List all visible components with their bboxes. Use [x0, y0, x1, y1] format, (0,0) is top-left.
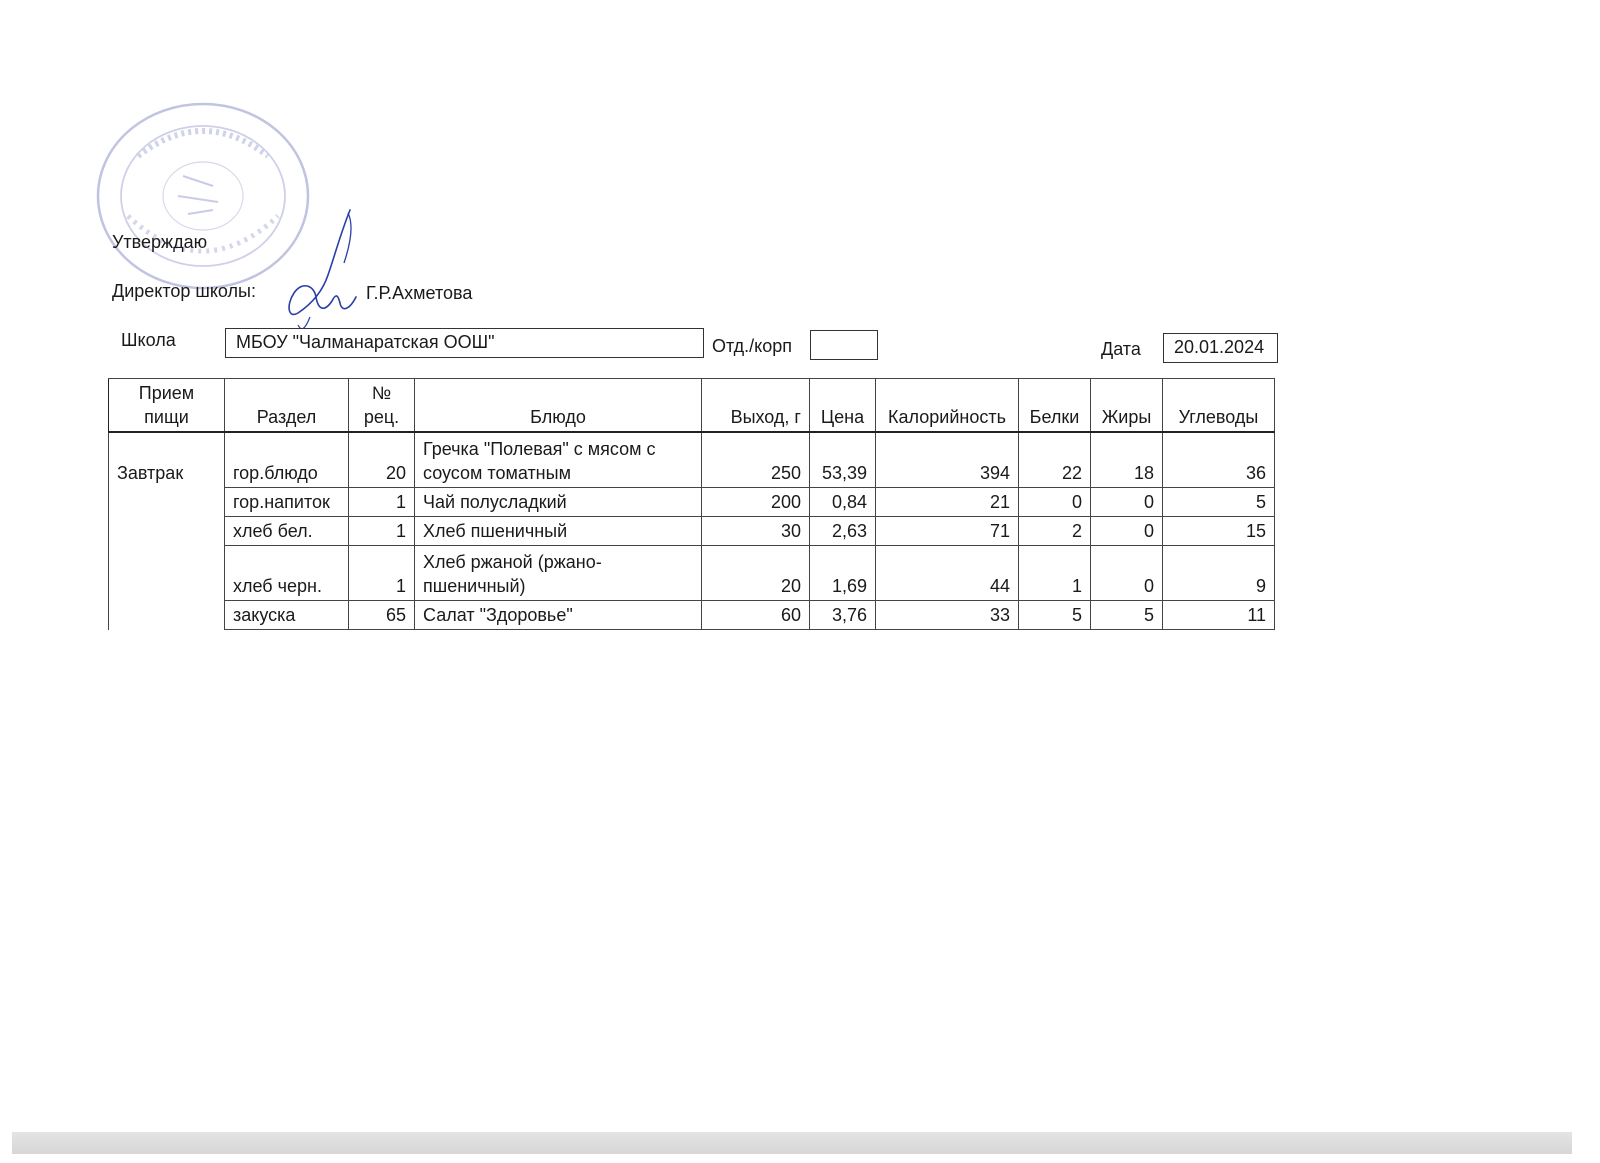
header-price: Цена: [810, 379, 876, 433]
section-cell: хлеб бел.: [225, 517, 349, 546]
carbs-cell: 5: [1163, 488, 1275, 517]
table-row: [109, 601, 1275, 630]
proteins-cell: 22: [1019, 432, 1091, 488]
table-row: [109, 517, 1275, 546]
dish-cell: Гречка "Полевая" с мясом с соусом томатным: [415, 432, 702, 488]
dish-cell: Салат "Здоровье": [415, 601, 702, 630]
dept-label: Отд./корп: [712, 336, 792, 356]
output-cell: 250: [702, 432, 810, 488]
dish-cell: Чай полусладкий: [415, 488, 702, 517]
fats-cell: 18: [1091, 432, 1163, 488]
header-dish: Блюдо: [415, 379, 702, 433]
header-meal: Прием пищи: [109, 379, 225, 433]
calories-cell: 394: [876, 432, 1019, 488]
calories-cell: 71: [876, 517, 1019, 546]
carbs-cell: 36: [1163, 432, 1275, 488]
output-cell: 60: [702, 601, 810, 630]
dept-field: [810, 330, 878, 360]
recipe-cell: 1: [349, 546, 415, 601]
director-name: Г.Р.Ахметова: [366, 283, 473, 303]
table-header-row: [109, 379, 1275, 433]
section-cell: хлеб черн.: [225, 546, 349, 601]
proteins-cell: 1: [1019, 546, 1091, 601]
carbs-cell: 15: [1163, 517, 1275, 546]
date-field: 20.01.2024: [1163, 333, 1278, 363]
scan-edge-strip: [12, 1132, 1572, 1154]
header-fats: Жиры: [1091, 379, 1163, 433]
calories-cell: 21: [876, 488, 1019, 517]
meal-name-cell: Завтрак: [109, 432, 225, 630]
price-cell: 2,63: [810, 517, 876, 546]
director-label: Директор школы:: [112, 281, 256, 301]
fats-cell: 0: [1091, 488, 1163, 517]
fats-cell: 5: [1091, 601, 1163, 630]
school-field: МБОУ "Чалманаратская ООШ": [225, 328, 704, 358]
output-cell: 200: [702, 488, 810, 517]
table-row: [109, 432, 1275, 488]
table-row: [109, 546, 1275, 601]
header-recipe: № рец.: [349, 379, 415, 433]
menu-table: [108, 378, 1275, 630]
school-label: Школа: [121, 330, 176, 350]
calories-cell: 33: [876, 601, 1019, 630]
recipe-cell: 1: [349, 488, 415, 517]
output-cell: 30: [702, 517, 810, 546]
header-carbs: Углеводы: [1163, 379, 1275, 433]
price-cell: 3,76: [810, 601, 876, 630]
price-cell: 53,39: [810, 432, 876, 488]
dish-cell: Хлеб пшеничный: [415, 517, 702, 546]
price-cell: 0,84: [810, 488, 876, 517]
recipe-cell: 20: [349, 432, 415, 488]
proteins-cell: 5: [1019, 601, 1091, 630]
output-cell: 20: [702, 546, 810, 601]
header-calories: Калорийность: [876, 379, 1019, 433]
calories-cell: 44: [876, 546, 1019, 601]
fats-cell: 0: [1091, 546, 1163, 601]
fats-cell: 0: [1091, 517, 1163, 546]
approve-label: Утверждаю: [112, 232, 208, 252]
date-label: Дата: [1101, 339, 1141, 359]
section-cell: гор.блюдо: [225, 432, 349, 488]
proteins-cell: 2: [1019, 517, 1091, 546]
table-row: [109, 488, 1275, 517]
price-cell: 1,69: [810, 546, 876, 601]
header-section: Раздел: [225, 379, 349, 433]
director-signature: [280, 205, 375, 340]
proteins-cell: 0: [1019, 488, 1091, 517]
header-output: Выход, г: [702, 379, 810, 433]
carbs-cell: 9: [1163, 546, 1275, 601]
section-cell: закуска: [225, 601, 349, 630]
section-cell: гор.напиток: [225, 488, 349, 517]
header-proteins: Белки: [1019, 379, 1091, 433]
recipe-cell: 1: [349, 517, 415, 546]
carbs-cell: 11: [1163, 601, 1275, 630]
recipe-cell: 65: [349, 601, 415, 630]
dish-cell: Хлеб ржаной (ржано-пшеничный): [415, 546, 702, 601]
